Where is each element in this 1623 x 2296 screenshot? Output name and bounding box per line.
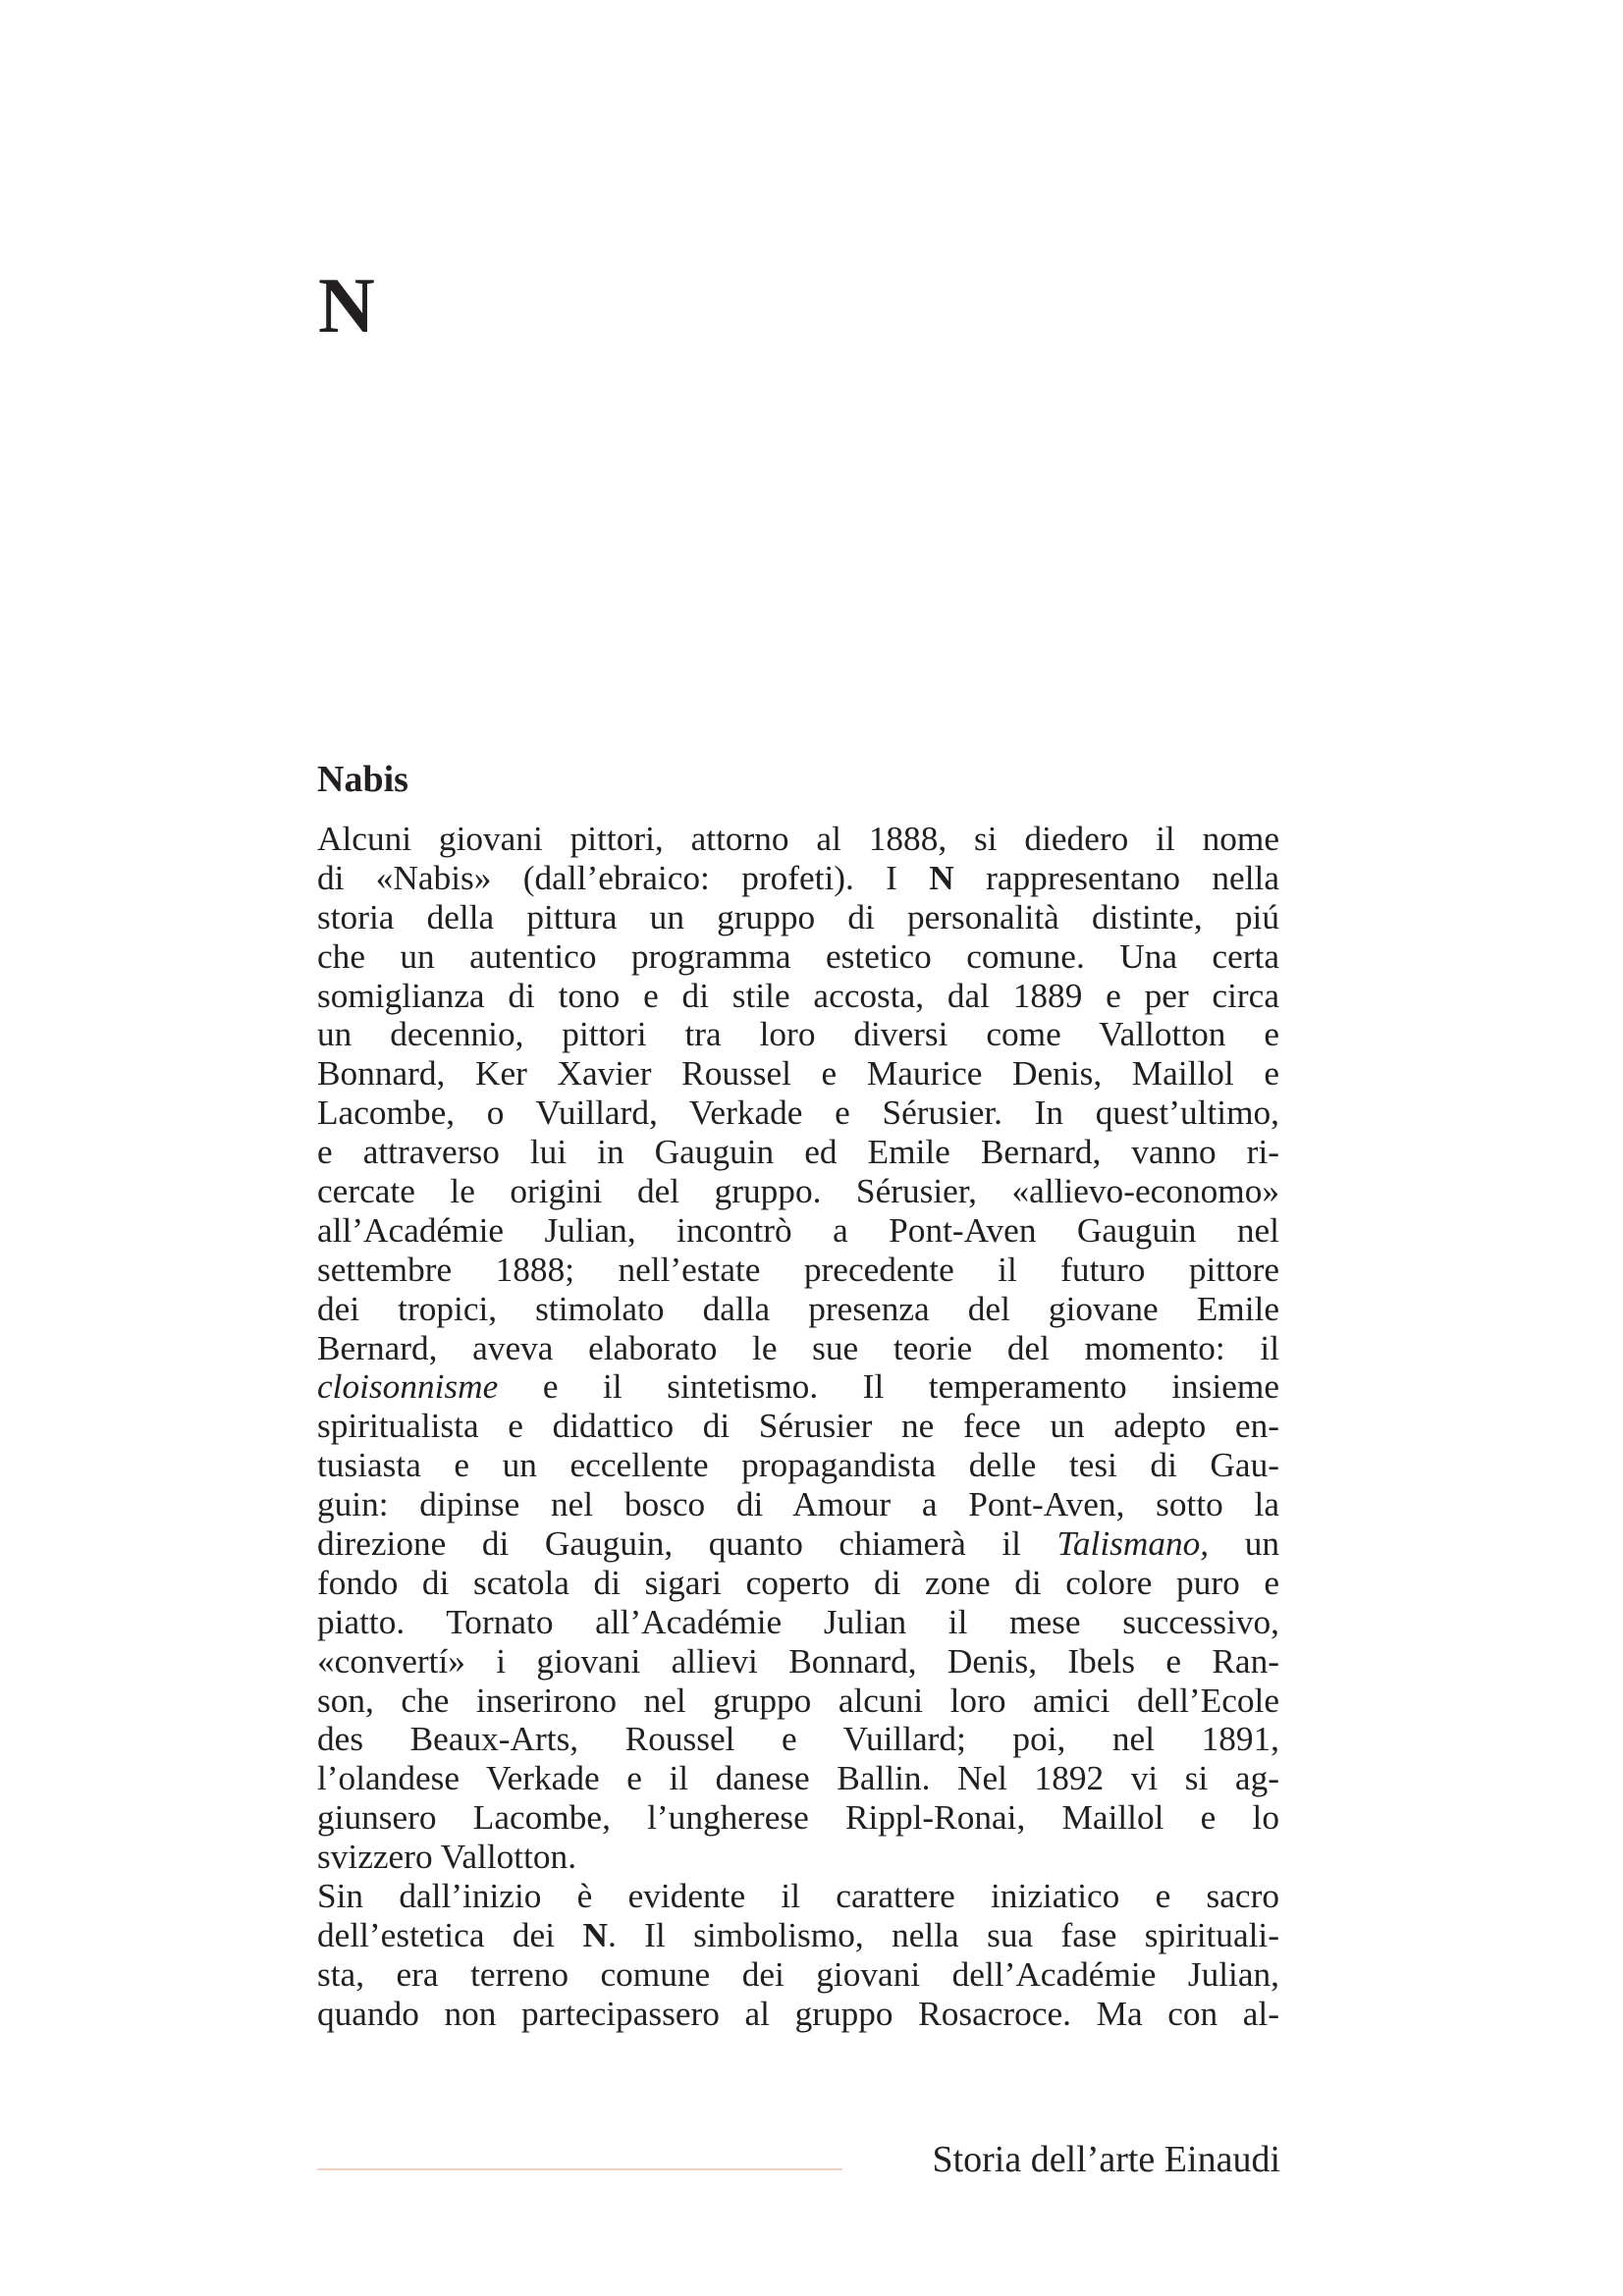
body-line: piatto. Tornato all’Académie Julian il mese successivo,: [317, 1602, 1279, 1641]
body-line: l’olandese Verkade e il danese Ballin. Nel 1892 vi si ag-: [317, 1759, 1279, 1798]
body-line: Bonnard, Ker Xavier Roussel e Maurice Denis, Maillol e: [317, 1054, 1279, 1094]
body-line: all’Académie Julian, incontrò a Pont-Aven Gauguin nel: [317, 1210, 1279, 1250]
body-line: settembre 1888; nell’estate precedente il futuro pittore: [317, 1250, 1279, 1289]
body-line: che un autentico programma estetico comune. Una certa: [317, 936, 1279, 976]
body-line: e attraverso lui in Gauguin ed Emile Bernard, vanno ri-: [317, 1133, 1279, 1172]
body-line: spiritualista e didattico di Sérusier ne fece un adepto en-: [317, 1407, 1279, 1446]
body-line: Lacombe, o Vuillard, Verkade e Sérusier. In quest’ultimo,: [317, 1094, 1279, 1133]
body-line: quando non partecipassero al gruppo Rosacroce. Ma con al-: [317, 1994, 1279, 2033]
body-line: «convertí» i giovani allievi Bonnard, Denis, Ibels e Ran-: [317, 1641, 1279, 1681]
body-line: Sin dall’inizio è evidente il carattere iniziatico e sacro: [317, 1877, 1279, 1916]
section-letter: N: [318, 263, 375, 349]
body-line: Alcuni giovani pittori, attorno al 1888, si diedero il nome: [317, 820, 1279, 858]
entry-title: Nabis: [317, 759, 408, 800]
body-line: cloisonnisme e il sintetismo. Il temperamento insieme: [317, 1367, 1279, 1407]
body-line: guin: dipinse nel bosco di Amour a Pont-Aven, sotto la: [317, 1485, 1279, 1524]
body-line: des Beaux-Arts, Roussel e Vuillard; poi, nel 1891,: [317, 1720, 1279, 1759]
body-line: dei tropici, stimolato dalla presenza del giovane Emile: [317, 1289, 1279, 1328]
body-line: son, che inserirono nel gruppo alcuni loro amici dell’Ecole: [317, 1681, 1279, 1720]
body-line: somiglianza di tono e di stile accosta, dal 1889 e per circa: [317, 976, 1279, 1015]
body-line: svizzero Vallotton.: [317, 1838, 577, 1877]
body-line: dell’estetica dei N. Il simbolismo, nella sua fase spirituali-: [317, 1915, 1279, 1954]
entry-body: [317, 820, 1279, 2034]
body-line: storia della pittura un gruppo di personalità distinte, piú: [317, 897, 1279, 936]
body-line: giunsero Lacombe, l’ungherese Rippl-Ronai, Maillol e lo: [317, 1798, 1279, 1838]
body-line: cercate le origini del gruppo. Sérusier, «allievo-economo»: [317, 1172, 1279, 1211]
body-line: direzione di Gauguin, quanto chiamerà il Talismano, un: [317, 1524, 1279, 1564]
body-line: di «Nabis» (dall’ebraico: profeti). I N rappresentano nella: [317, 858, 1279, 897]
body-line: Bernard, aveva elaborato le sue teorie del momento: il: [317, 1328, 1279, 1367]
footer-rule: [317, 2168, 842, 2170]
body-line: tusiasta e un eccellente propagandista delle tesi di Gau-: [317, 1446, 1279, 1485]
body-line: un decennio, pittori tra loro diversi come Vallotton e: [317, 1015, 1279, 1054]
footer-publisher: Storia dell’arte Einaudi: [932, 2139, 1280, 2180]
body-line: sta, era terreno comune dei giovani dell’Académie Julian,: [317, 1954, 1279, 1994]
body-line: fondo di scatola di sigari coperto di zone di colore puro e: [317, 1563, 1279, 1602]
entry: [317, 761, 1279, 2034]
